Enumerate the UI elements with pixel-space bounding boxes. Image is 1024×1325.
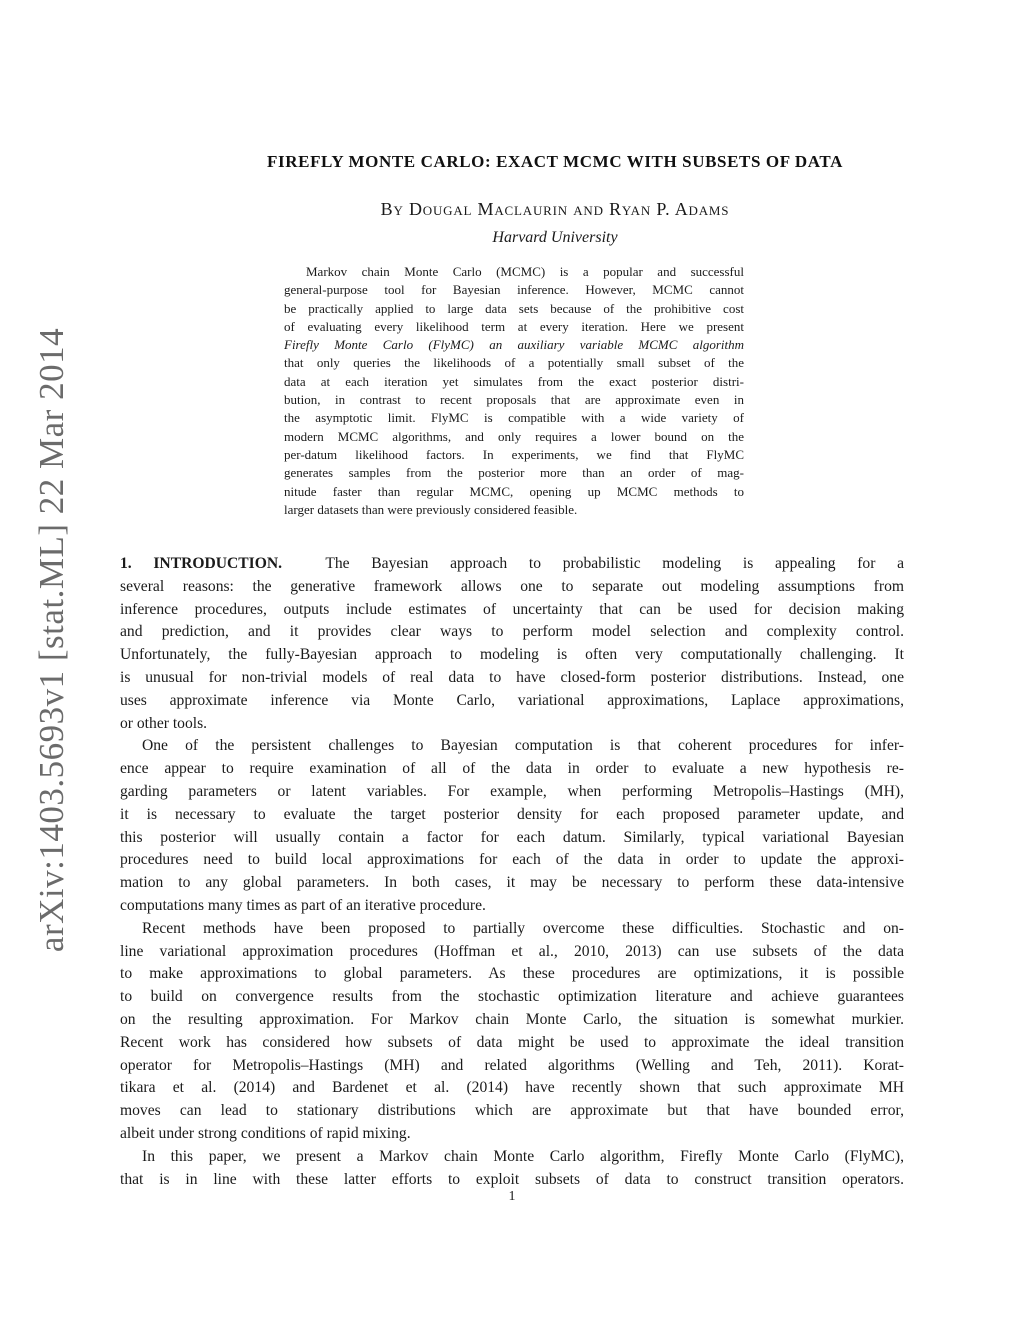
paragraph-line: inference procedures, outputs include estimates of uncertainty that can be used for decision making — [120, 600, 904, 618]
paragraph-line: to build on convergence results from the stochastic optimization literature and achieve guarantees — [120, 988, 904, 1006]
paragraph-line: on the resulting approximation. For Markov chain Monte Carlo, the situation is somewhat murkier. — [120, 1010, 904, 1028]
abstract-line: Firefly Monte Carlo (FlyMC) an auxiliary variable MCMC algorithm — [284, 337, 744, 353]
paragraph-line: to make approximations to global parameters. As these procedures are optimizations, it is possible — [120, 965, 904, 983]
paragraph-line: moves can lead to stationary distributions which are approximate but that have bounded error, — [120, 1102, 904, 1120]
paragraph-line: is unusual for non-trivial models of real data to have closed-form posterior distributions. Instead, one — [120, 668, 904, 686]
abstract-line: of evaluating every likelihood term at every iteration. Here we present — [284, 318, 744, 334]
abstract-line: general-purpose tool for Bayesian inference. However, MCMC cannot — [284, 282, 744, 298]
paragraph-line: several reasons: the generative framework allows one to separate out modeling assumptions from — [120, 577, 904, 595]
abstract-line: data at each iteration yet simulates from the exact posterior distri- — [284, 373, 744, 389]
paragraph-line: or other tools. — [120, 714, 208, 732]
abstract-line: that only queries the likelihoods of a potentially small subset of the — [284, 355, 744, 371]
paragraph-line: garding parameters or latent variables. For example, when performing Metropolis–Hastings (MH), — [120, 782, 904, 800]
paragraph — [120, 735, 904, 917]
paragraph-line: that is in line with these latter efforts to exploit subsets of data to construct transition operators. — [120, 1170, 904, 1188]
abstract-line: be practically applied to large data sets because of the prohibitive cost — [284, 300, 744, 316]
author-affiliation: Harvard University — [492, 229, 618, 246]
paragraph-line: 1. INTRODUCTION. The Bayesian approach to probabilistic modeling is appealing for a — [120, 555, 904, 572]
paper-title: FIREFLY MONTE CARLO: EXACT MCMC WITH SUBSETS OF DATA — [267, 152, 843, 171]
paragraph-line: One of the persistent challenges to Bayesian computation is that coherent procedures for infer- — [142, 737, 904, 755]
abstract-line: nitude faster than regular MCMC, opening up MCMC methods to — [284, 483, 744, 499]
abstract-line: the asymptotic limit. FlyMC is compatible with a wide variety of — [284, 410, 744, 426]
paragraph-line: uses approximate inference via Monte Carlo, variational approximations, Laplace approximations, — [120, 691, 904, 709]
introduction-section — [120, 553, 904, 1191]
abstract-line: modern MCMC algorithms, and only requires a lower bound on the — [284, 428, 744, 444]
page-number: 1 — [508, 1189, 516, 1204]
paragraph — [120, 918, 904, 1146]
paragraph-line: and prediction, and it provides clear ways to perform model selection and complexity control. — [120, 623, 904, 641]
abstract-line: larger datasets than were previously considered feasible. — [284, 501, 578, 517]
paragraph-line: Recent work has considered how subsets of data might be used to approximate the ideal transition — [120, 1033, 904, 1051]
paragraph-line: this posterior will usually contain a factor for each datum. Similarly, typical variational Bayesian — [120, 828, 904, 846]
paragraph-line: procedures need to build local approximations for each of the data in order to update the approxi- — [120, 851, 904, 869]
paragraph-line: computations many times as part of an iterative procedure. — [120, 896, 486, 914]
paragraph-line: tikara et al. (2014) and Bardenet et al. (2014) have recently shown that such approximate MH — [120, 1079, 904, 1097]
section-heading: 1. INTRODUCTION. — [120, 555, 283, 572]
abstract-line: generates samples from the posterior more than an order of mag- — [284, 465, 744, 481]
paragraph-line: operator for Metropolis–Hastings (MH) and related algorithms (Welling and Teh, 2011). Korat- — [120, 1056, 904, 1074]
abstract-line: Markov chain Monte Carlo (MCMC) is a popular and successful — [306, 264, 744, 279]
abstract-line: per-datum likelihood factors. In experiments, we find that FlyMC — [284, 446, 744, 462]
paragraph-line: line variational approximation procedures (Hoffman et al., 2010, 2013) can use subsets of the data — [120, 942, 904, 960]
paragraph-line: albeit under strong conditions of rapid mixing. — [120, 1124, 411, 1142]
paper-authors: By Dougal Maclaurin and Ryan P. Adams — [380, 199, 730, 219]
paragraph-line: ence appear to require examination of all of the data in order to evaluate a new hypothesis re- — [120, 760, 904, 778]
abstract-line: bution, in contrast to recent proposals that are approximate even in — [284, 392, 744, 408]
paragraph-line: it is necessary to evaluate the target posterior density for each proposed parameter update, and — [120, 805, 904, 823]
paragraph-line: Unfortunately, the fully-Bayesian approach to modeling is often very computationally challenging. It — [120, 646, 904, 664]
paragraph-line: In this paper, we present a Markov chain Monte Carlo algorithm, Firefly Monte Carlo (FlyMC), — [142, 1147, 904, 1165]
arxiv-identifier-stamp: arXiv:1403.5693v1 [stat.ML] 22 Mar 2014 — [32, 327, 71, 953]
abstract — [284, 263, 744, 519]
paragraph-line: Recent methods have been proposed to partially overcome these difficulties. Stochastic and on- — [142, 919, 904, 937]
paragraph-line: mation to any global parameters. In both cases, it may be necessary to perform these data-intensive — [120, 874, 904, 892]
paragraph — [120, 1146, 904, 1192]
paragraph — [120, 553, 904, 735]
